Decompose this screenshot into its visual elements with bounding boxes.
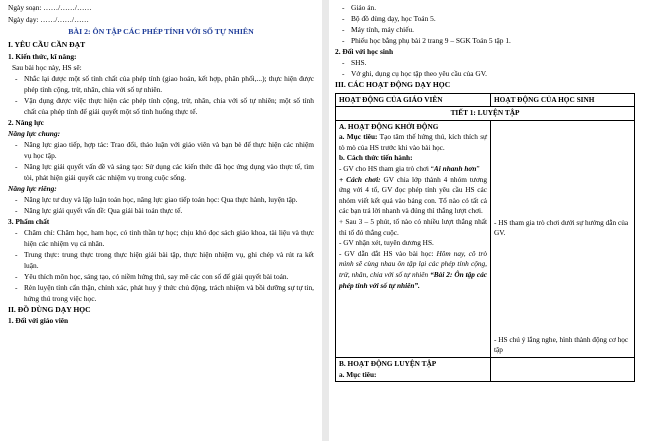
goal-text: Tạo tâm thế hứng thú, kích thích sự tò mò của HS trước khi vào bài học.	[339, 132, 488, 152]
subsection-heading: 3. Phẩm chất	[8, 216, 50, 226]
game-instruction	[339, 164, 487, 175]
goal-label: a. Mục tiêu:	[339, 132, 378, 142]
section-heading: I. YÊU CẦU CẦN ĐẠT	[8, 40, 86, 49]
teacher-activity-cell	[336, 120, 491, 357]
activity-table	[335, 93, 635, 383]
activity-heading: B. HOẠT ĐỘNG LUYỆN TẬP	[339, 359, 437, 369]
teach-date: Ngày dạy: ……/……/……	[8, 14, 89, 24]
bullet-item: - SHS.	[335, 57, 644, 68]
column-header-teacher: HOẠT ĐỘNG CỦA GIÁO VIÊN	[336, 93, 491, 107]
lesson-heading: TIẾT 1: LUYỆN TẬP	[336, 107, 635, 121]
table-row	[336, 358, 635, 382]
bullet-item: - Năng lực giao tiếp, hợp tác: Trao đổi, thảo luận với giáo viên và bạn bè để thực hiện các nhiệm vụ học tập.	[8, 139, 314, 161]
table-header-row	[336, 93, 635, 107]
paragraph: Sau bài học này, HS sẽ:	[12, 62, 82, 72]
document-page-right	[329, 0, 650, 441]
student-activity-cell	[491, 120, 635, 357]
text-span: ”	[476, 164, 480, 174]
bullet-item: - Năng lực giải quyết vấn đề và sáng tạo: Sử dụng các kiến thức đã học ứng dụng vào thực tế, tìm tòi, phát hiện giải quyết các nhiệm vụ trong cuộc sống.	[8, 161, 314, 183]
text-span: - GV cho HS tham gia trò chơi “	[339, 164, 434, 174]
subsection-heading: 1. Đối với giáo viên	[8, 316, 69, 325]
document-page-left	[0, 0, 322, 441]
text-span: - GV dẫn dắt HS vào bài học:	[339, 248, 434, 258]
bullet-item: - Yêu thích môn học, sáng tạo, có niềm hứng thú, say mê các con số để giải quyết bài toán.	[8, 271, 314, 282]
section-heading: III. CÁC HOẠT ĐỘNG DẠY HỌC	[335, 80, 451, 89]
bullet-item: - Trung thực: trung thực trong thực hiện giải bài tập, thực hiện nhiệm vụ, ghi chép và rút ra kết luận.	[8, 249, 314, 271]
bullet-item: - Giáo án.	[335, 2, 644, 13]
intro-lesson-name: “Bài 2: Ôn tập các phép tính với số tự nhiên”.	[339, 270, 487, 290]
goal-label: a. Mục tiêu:	[339, 369, 377, 379]
bullet-item: - Vận dụng được việc thực hiện các phép tính cộng, trừ, nhân, chia với số tự nhiên; một số tính chất của phép tính để giải quyết một số tình huống thực tế.	[8, 95, 314, 117]
game-rules	[339, 175, 487, 217]
bullet-item: - Chăm chỉ: Chăm học, ham học, có tinh thần tự học; chịu khó đọc sách giáo khoa, tài liệu và thực hiện các nhiệm vụ cá nhân.	[8, 227, 314, 249]
student-activity-cell	[491, 358, 635, 382]
subsection-heading: 2. Đối với học sinh	[335, 47, 394, 56]
intro-italic: Hôm nay, cô trò mình sẽ cùng nhau ôn tập lại các phép tính cộng, trừ, nhân, chia với số tự nhiên	[339, 248, 487, 279]
spacer	[494, 239, 631, 335]
prep-date: Ngày soạn: ……/……/……	[8, 3, 92, 12]
bullet-item: - Bộ đồ dùng dạy, học Toán 5.	[335, 13, 644, 24]
bullet-item: - Phiếu học bằng phụ bài 2 trang 9 – SGK Toán 5 tập 1.	[335, 35, 644, 46]
rules-label: + Cách chơi:	[339, 174, 381, 184]
bullet-item: - Vở ghi, dụng cụ học tập theo yêu cầu của GV.	[335, 68, 644, 79]
student-activity-2: - HS chú ý lắng nghe, hình thành động cơ học tập	[494, 334, 629, 355]
teacher-activity-cell	[336, 358, 491, 382]
table-row	[336, 120, 635, 357]
activity-heading: A. HOẠT ĐỘNG KHỞI ĐỘNG	[339, 121, 439, 131]
after-rule: + Sau 3 – 5 phút, tổ nào có nhiều lượt thắng nhất thì tổ đó thắng cuộc.	[339, 217, 487, 237]
rules-text: GV chia lớp thành 4 nhóm tương ứng với 4 tổ, GV đọc phép tính yêu cầu HS các nhóm viết kết quả vào bảng con. Tổ nào có tất cả các bạn trả lời nhanh và đúng thì thắng lượt chơi.	[339, 174, 487, 216]
game-name: Ai nhanh hơn	[433, 164, 477, 174]
lesson-intro	[339, 249, 487, 291]
bullet-item: - Nhắc lại được một số tính chất của phép tính (giao hoán, kết hợp, phân phối,...); thực hiện được phép tính cộng, trừ, nhân, chia với số tự nhiên.	[8, 73, 314, 95]
column-header-student: HOẠT ĐỘNG CỦA HỌC SINH	[491, 93, 635, 107]
section-heading: II. ĐỒ DÙNG DẠY HỌC	[8, 304, 91, 314]
teacher-evaluation: - GV nhận xét, tuyên dương HS.	[339, 238, 434, 248]
subsection-heading: 2. Năng lực	[8, 117, 44, 127]
subsection-heading: 1. Kiến thức, kĩ năng:	[8, 51, 77, 61]
table-row	[336, 107, 635, 121]
bullet-item: - Rèn luyện tính cẩn thận, chính xác, phát huy ý thức chủ động, trách nhiệm và bồi dưỡng sự tự tin, hứng thú trong việc học.	[8, 282, 314, 304]
italic-heading: Năng lực chung:	[8, 128, 61, 138]
italic-heading: Năng lực riêng:	[8, 183, 57, 193]
lesson-title: BÀI 2: ÔN TẬP CÁC PHÉP TÍNH VỚI SỐ TỰ NHIÊN	[68, 27, 254, 36]
bullet-item: - Máy tính, máy chiếu.	[335, 24, 644, 35]
goal-paragraph	[339, 132, 487, 153]
bullet-item: - Năng lực giải quyết vấn đề: Qua giải bài toán thực tế.	[8, 205, 314, 216]
bullet-item: - Năng lực tư duy và lập luận toán học, năng lực giao tiếp toán học: Qua thực hành, luyện tập.	[8, 194, 314, 205]
student-activity-1: - HS tham gia trò chơi dưới sự hướng dẫn của GV.	[494, 217, 629, 238]
spacer	[494, 122, 631, 218]
method-label: b. Cách thức tiến hành:	[339, 153, 413, 163]
